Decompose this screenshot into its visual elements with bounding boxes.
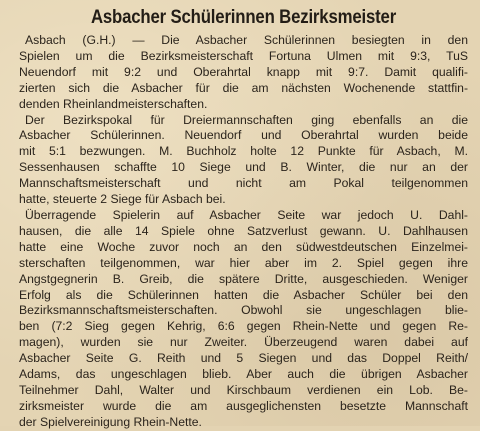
text-line: Neuendorf mit 9:2 und Oberahrtal knapp mit 9:7. Damit qualifi- (19, 64, 468, 79)
article-paragraph-3 (19, 208, 468, 431)
text-line: Bezirksmannschaftsmeisterschaften. Obwohl sie ungeschlagen blie- (19, 303, 468, 318)
text-line: Asbacher Schülerinnen. Neuendorf und Oberahrtal wurden beide (19, 128, 468, 143)
text-line: denden Rheinlandmeisterschaften. (19, 96, 208, 111)
text-line: Asbacher Seite G. Reith und 5 Siegen und das Doppel Reith/ (19, 351, 468, 366)
text-line: Erfolg als die Schülerinnen hatten die Asbacher Schüler bei den (19, 287, 468, 302)
article-paragraph-1 (19, 33, 468, 113)
text-line: hausen, die alle 14 Spiele ohne Satzverlust gewann. U. Dahlhausen (19, 223, 468, 238)
text-line: zierten sich die Asbacher für die am nächsten Wochenende stattfin- (19, 80, 468, 95)
text-line: Sessenhausen schaffte 10 Siege und B. Winter, die nur an der (19, 160, 468, 175)
text-line: der Spielvereinigung Rhein-Nette. (19, 414, 202, 429)
text-line: magen), wurden sie nur Zweiter. Überzeugend waren dabei auf (19, 335, 468, 350)
text-line: hatte, steuerte 2 Siege für Asbach bei. (19, 192, 226, 207)
article-body (19, 33, 468, 431)
text-line: mit 5:1 bezwungen. M. Buchholz holte 12 Punkte für Asbach, M. (19, 144, 468, 159)
text-line: Überragende Spielerin auf Asbacher Seite war jedoch U. Dahl- (25, 207, 468, 222)
text-line: zirksmeister wurde die am ausgeglichensten besetzte Mannschaft (19, 398, 468, 413)
text-line: Spielen um die Bezirksmeisterschaft Fortuna Ulmen mit 9:3, TuS (19, 48, 468, 63)
text-line: Angstgegnerin B. Greib, die spätere Dritte, ausgeschieden. Weniger (19, 271, 468, 286)
text-line: Adams, das ungeschlagen blieb. Aber auch die übrigen Asbacher (19, 367, 468, 382)
text-line: ben (7:2 Sieg gegen Kehrig, 6:6 gegen Rhein-Nette und gegen Re- (19, 319, 468, 334)
text-line: hatte eine Woche zuvor noch an den südwestdeutschen Einzelmei- (19, 239, 468, 254)
text-line: Der Bezirkspokal für Dreiermannschaften ging ebenfalls an die (25, 112, 468, 127)
text-line: Mannschaftsmeisterschaft und nicht am Pokal teilgenommen (19, 176, 468, 191)
text-line: sterschaften teilgenommen, war hier aber im 2. Spiel gegen ihre (19, 255, 468, 270)
article-paragraph-2 (19, 113, 468, 208)
text-line: Asbach (G.H.) — Die Asbacher Schülerinnen besiegten in den (25, 33, 468, 47)
text-line: Teilnehmer Dahl, Walter und Kirschbaum verdienen ein Lob. Be- (19, 382, 468, 397)
article-headline: Asbacher Schülerinnen Bezirksmeister (90, 6, 397, 28)
